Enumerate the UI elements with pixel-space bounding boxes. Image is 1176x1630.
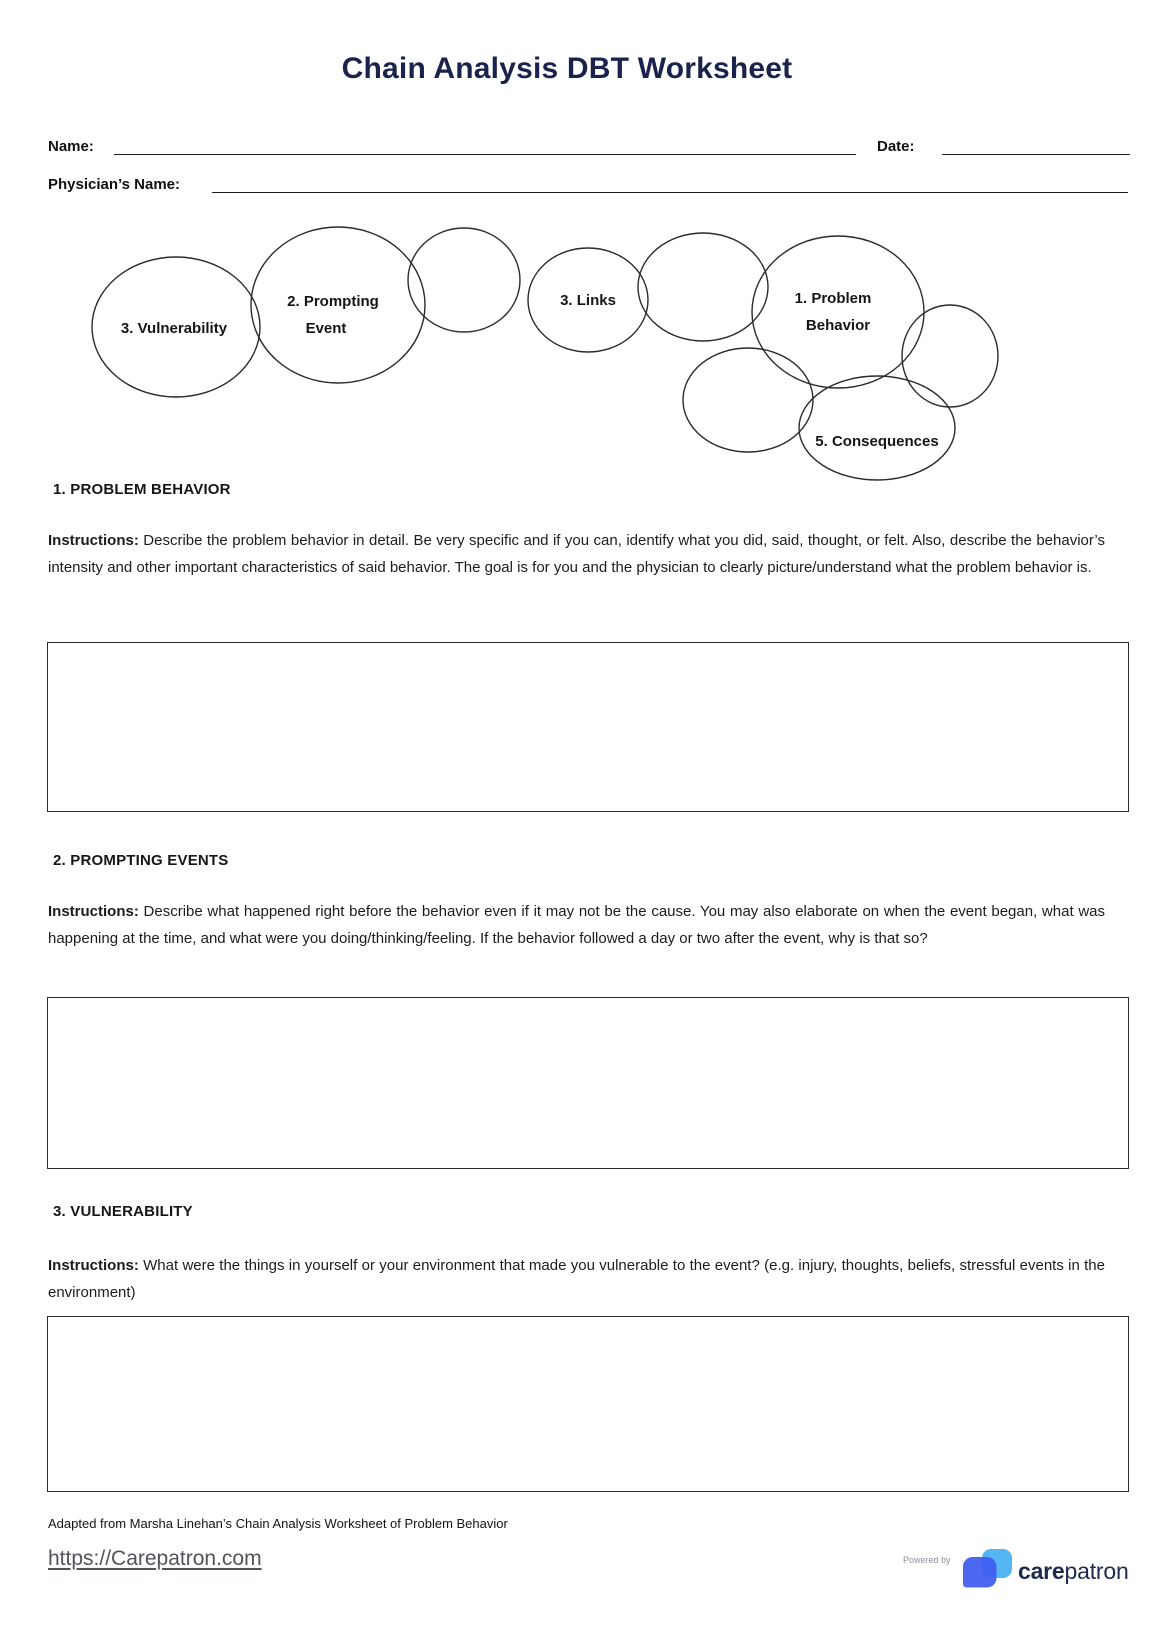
brand-wordmark-patron: patron: [1064, 1558, 1129, 1584]
carepatron-link[interactable]: https://Carepatron.com: [48, 1547, 262, 1570]
physician-name-label: Physician’s Name:: [48, 176, 181, 193]
section-2-instructions-text: Describe what happened right before the behavior even if it may not be the cause. You may also elaborate on when the event began, what was happening at the time, and what were you doing/thinking/feeling. If the behavior followed a day or two after the event, why is that so?: [48, 903, 1105, 947]
links-circle-label: 3. Links: [560, 292, 616, 309]
section-3-heading: 3. VULNERABILITY: [53, 1203, 193, 1220]
section-3-instructions-label: Instructions:: [48, 1257, 139, 1274]
chain-link-circle-2: [638, 233, 768, 341]
section-1-heading: 1. PROBLEM BEHAVIOR: [53, 481, 231, 498]
chain-link-circle-3: [902, 305, 998, 407]
consequences-circle: [799, 376, 955, 480]
chain-link-circle-1: [408, 228, 520, 332]
section-1-instructions: [48, 527, 1105, 581]
section-3-instructions-text: What were the things in yourself or your environment that made you vulnerable to the event? (e.g. injury, thoughts, beliefs, stressful events in the environment): [48, 1257, 1105, 1301]
date-input-line[interactable]: [942, 137, 1130, 155]
name-label: Name:: [48, 138, 94, 155]
brand-wordmark-care: care: [1018, 1558, 1065, 1584]
vulnerability-answer-box[interactable]: [47, 1316, 1129, 1492]
section-2-instructions: [48, 898, 1105, 952]
problem-behavior-answer-box[interactable]: [47, 642, 1129, 812]
section-2-heading: 2. PROMPTING EVENTS: [53, 852, 229, 869]
section-1-instructions-label: Instructions:: [48, 532, 139, 549]
problem-behavior-label-line1: 1. Problem: [794, 290, 872, 307]
carepatron-logo-icon: [963, 1549, 1013, 1589]
section-1-instructions-text: Describe the problem behavior in detail. Be very specific and if you can, identify what you did, said, thought, or felt. Also, describe the behavior’s intensity and other important characteristics of said behavior. The goal is for you and the physician to clearly picture/understand what the problem behavior is.: [48, 532, 1105, 576]
name-input-line[interactable]: [114, 137, 856, 155]
prompting-event-label-line1: 2. Prompting: [287, 293, 379, 310]
prompting-event-label-line2: Event: [305, 320, 347, 337]
consequences-circle-label: 5. Consequences: [815, 433, 939, 450]
problem-behavior-circle: [752, 236, 924, 388]
page-title: Chain Analysis DBT Worksheet: [341, 52, 793, 85]
chain-diagram: [0, 210, 1176, 490]
physician-name-input-line[interactable]: [212, 175, 1128, 193]
brand-wordmark: [1018, 1558, 1129, 1585]
prompting-events-answer-box[interactable]: [47, 997, 1129, 1169]
section-3-instructions: [48, 1252, 1105, 1306]
problem-behavior-label-line2: Behavior: [805, 317, 871, 334]
chain-link-circle-4: [683, 348, 813, 452]
powered-by-label: Powered by: [903, 1555, 951, 1565]
date-label: Date:: [877, 138, 915, 155]
attribution-text: Adapted from Marsha Linehan’s Chain Analysis Worksheet of Problem Behavior: [48, 1516, 508, 1531]
vulnerability-circle-label: 3. Vulnerability: [120, 320, 228, 337]
section-2-instructions-label: Instructions:: [48, 903, 139, 920]
